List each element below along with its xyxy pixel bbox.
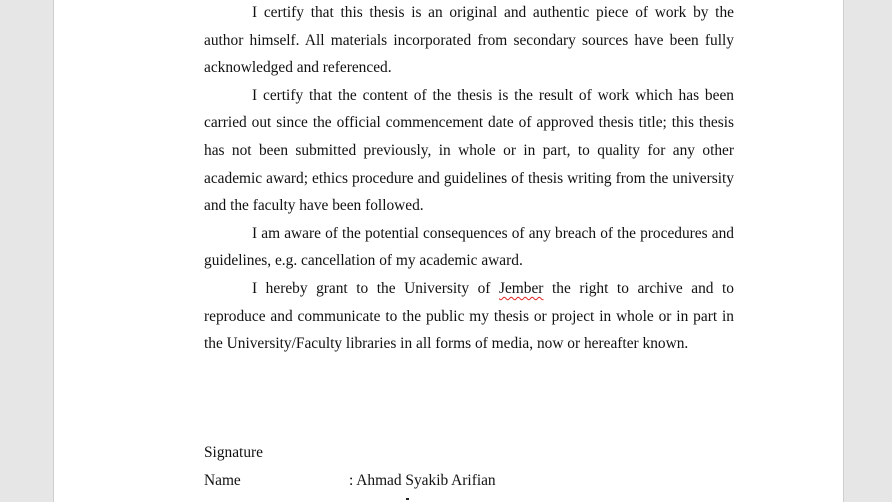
signature-label: Signature [204, 444, 263, 461]
name-value: : Ahmad Syakib Arifian [349, 471, 496, 489]
spellcheck-flagged-word[interactable]: Jember [498, 279, 544, 297]
grant-text-start: I hereby grant to the University of [252, 279, 499, 297]
signature-row [204, 439, 764, 467]
paragraph-content-certification[interactable]: I certify that the content of the thesis is the result of work which has been carried out since the official commencement date of approved thesis title; this thesis has not been submitted previously, in whole or in part, to quality for any other academic award; ethics procedure and guidelines of thesis writing from the university and the faculty have been followed. [204, 86, 734, 215]
grant-text-end: the right to archive and to reproduce and communicate to the public my thesis or project in whole or in part in the University/Faculty libraries in all forms of media, now or hereafter known. [204, 279, 735, 353]
paragraph-awareness[interactable]: I am aware of the potential consequences of any breach of the procedures and guidelines, e.g. cancellation of my academic award. [204, 224, 734, 270]
name-row [204, 467, 764, 495]
next-line-text-fragment [406, 498, 409, 500]
thesis-declaration-text[interactable] [204, 0, 734, 358]
paragraph-archive-grant[interactable] [204, 275, 734, 358]
paragraph-originality[interactable]: I certify that this thesis is an original and authentic piece of work by the author himself. All materials incorporated from secondary sources have been fully acknowledged and referenced. [204, 4, 734, 77]
document-page[interactable] [53, 0, 844, 502]
name-label: Name [204, 471, 241, 489]
signature-block[interactable] [204, 439, 764, 494]
